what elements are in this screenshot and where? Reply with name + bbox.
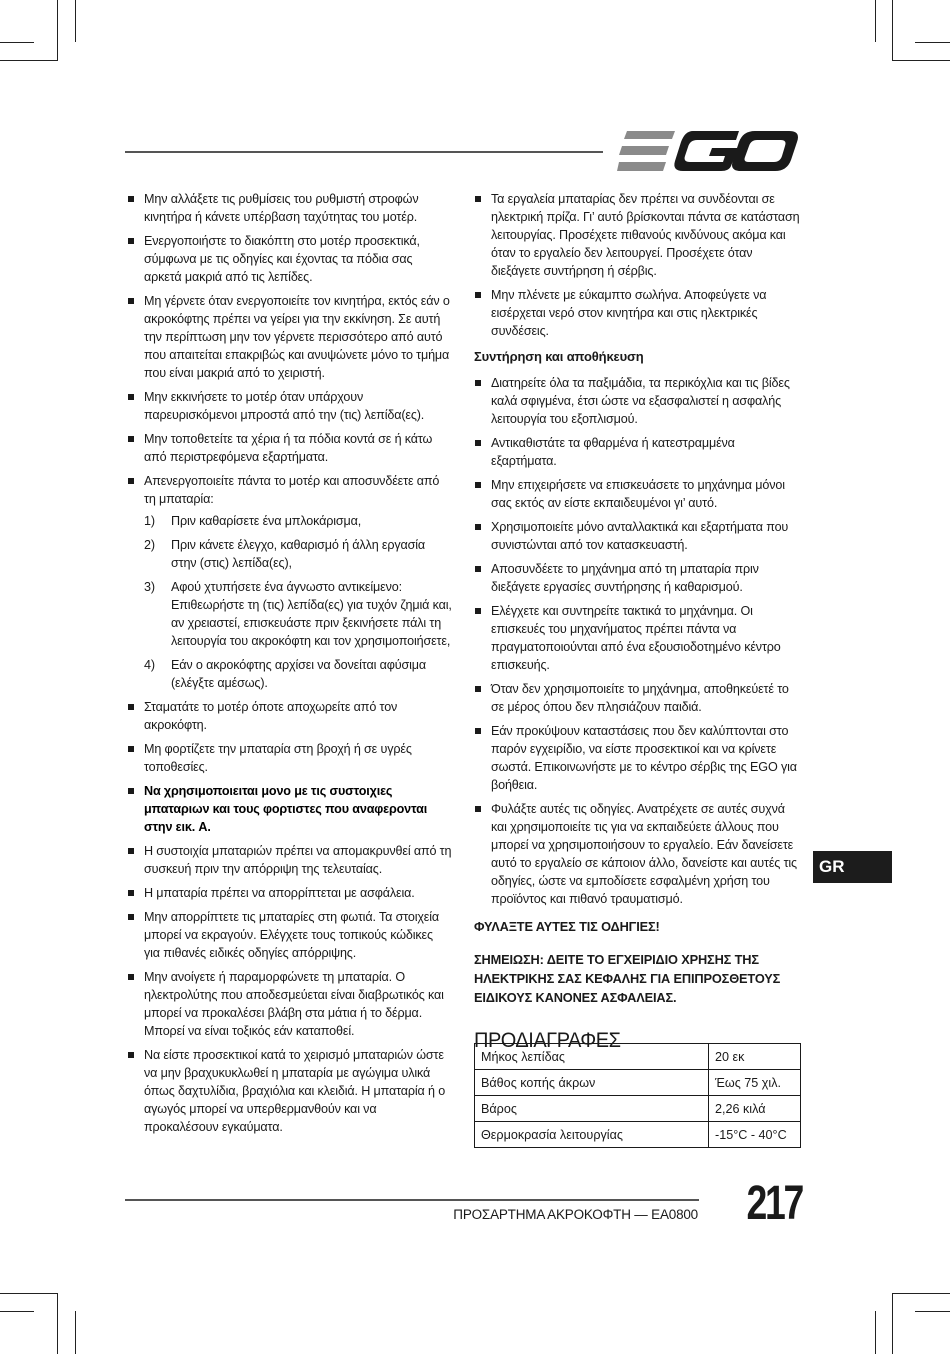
list-item-emphasized: Να χρησιμοποιειται μονο με τις συστοιχιες μπαταριων και τους φορτιστες που αναφερονται στην εικ. A. <box>127 782 452 836</box>
list-item: Η συστοιχία μπαταριών πρέπει να απομακρυνθεί από τη συσκευή πριν την απόρριψη της τελευταίας. <box>127 842 452 878</box>
list-item: Διατηρείτε όλα τα παξιμάδια, τα περικόχλια και τις βίδες καλά σφιγμένα, έτσι ώστε να εξασφαλιστεί η ασφαλής λειτουργία του εξοπλισμού. <box>474 374 802 428</box>
spec-value: Έως 75 χιλ. <box>709 1070 801 1096</box>
list-item: Εάν προκύψουν καταστάσεις που δεν καλύπτονται στο παρόν εγχειρίδιο, να είστε προσεκτικοί και να κρίνετε σωστά. Επικοινωνήστε με το κέντρο σέρβις της EGO για βοήθεια. <box>474 722 802 794</box>
spec-label: Θερμοκρασία λειτουργίας <box>475 1122 709 1148</box>
list-item: Μην εκκινήσετε το μοτέρ όταν υπάρχουν παρευρισκόμενοι μπροστά από την (τις) λεπίδα(ες). <box>127 388 452 424</box>
language-tab: GR <box>813 851 892 883</box>
item-number: 2) <box>144 538 155 552</box>
list-item: Όταν δεν χρησιμοποιείτε το μηχάνημα, αποθηκεύετέ το σε μέρος όπου δεν πλησιάζουν παιδιά. <box>474 680 802 716</box>
list-item: Μη γέρνετε όταν ενεργοποιείτε τον κινητήρα, εκτός εάν ο ακροκόφτης πρέπει να γείρει για την εκκίνηση. Σε αυτή την περίπτωση μην τον γέρνετε περισσότερο από αυτό που απαιτείται επακριβώς και ανυψώνετε μόνο το τμήμα που είναι μακριά από το χειριστή. <box>127 292 452 382</box>
note-text: ΣΗΜΕΙΩΣΗ: ΔΕΙΤΕ ΤΟ ΕΓΧΕΙΡΙΔΙΟ ΧΡΗΣΗΣ ΤΗΣ ΗΛΕΚΤΡΙΚΗΣ ΣΑΣ ΚΕΦΑΛΗΣ ΓΙΑ ΕΠΙΠΡΟΣΘΕΤΟΥΣ ΕΙΔΙΚΟΥΣ ΚΑΝΟΝΕΣ ΑΣΦΑΛΕΙΑΣ. <box>474 952 781 1005</box>
list-item: Χρησιμοποιείτε μόνο ανταλλακτικά και εξαρτήματα που συνιστώνται από τον κατασκευαστή. <box>474 518 802 554</box>
table-row <box>475 1070 801 1096</box>
item-text: Πριν καθαρίσετε ένα μπλοκάρισμα, <box>171 514 362 528</box>
header-rule <box>125 151 603 153</box>
list-item: Μην τοποθετείτε τα χέρια ή τα πόδια κοντά σε ή κάτω από περιστρεφόμενα εξαρτήματα. <box>127 430 452 466</box>
item-number: 1) <box>144 514 155 528</box>
list-item: Η μπαταρία πρέπει να απορρίπτεται με ασφάλεια. <box>127 884 452 902</box>
save-instructions-heading: ΦΥΛΑΞΤΕ ΑΥΤΕΣ ΤΙΣ ΟΔΗΓΙΕΣ! <box>474 919 660 934</box>
footer-rule <box>125 1199 699 1201</box>
spec-value: -15°C - 40°C <box>709 1122 801 1148</box>
maintenance-heading: Συντήρηση και αποθήκευση <box>474 349 644 364</box>
spec-label: Μήκος λεπίδας <box>475 1044 709 1070</box>
list-item: Σταματάτε το μοτέρ όποτε αποχωρείτε από τον ακροκόφτη. <box>127 698 452 734</box>
table-row <box>475 1044 801 1070</box>
page-number: 217 <box>746 1177 802 1230</box>
list-item: Μην πλένετε με εύκαμπτο σωλήνα. Αποφεύγετε να εισέρχεται νερό στον κινητήρα και στις ηλεκτρικές συνδέσεις. <box>474 286 802 340</box>
numbered-item <box>144 512 452 530</box>
item-number: 3) <box>144 580 155 594</box>
left-column <box>127 190 452 1142</box>
footer-title: ΠΡΟΣΑΡΤΗΜΑ ΑΚΡΟΚΟΦΤΗ — EA0800 <box>453 1207 698 1222</box>
list-item: Ελέγχετε και συντηρείτε τακτικά το μηχάνημα. Οι επισκευές του μηχανήματος πρέπει πάντα να πραγματοποιούνται από ένα εξουσιοδοτημένο κέντρο επισκευής. <box>474 602 802 674</box>
list-item: Μην απορρίπτετε τις μπαταρίες στη φωτιά. Τα στοιχεία μπορεί να εκραγούν. Ελέγχετε τους τοπικούς κώδικες για πιθανές ειδικές οδηγίες απόρριψης. <box>127 908 452 962</box>
list-item: Αποσυνδέετε το μηχάνημα από τη μπαταρία πριν διεξάγετε εργασίες συντήρησης ή καθαρισμού. <box>474 560 802 596</box>
list-item: Να είστε προσεκτικοί κατά το χειρισμό μπαταριών ώστε να μην βραχυκυκλωθεί η μπαταρία με αγώγιμα υλικά όπως δαχτυλίδια, βραχιόλια και κλειδιά. Η μπαταρία ή ο αγωγός μπορεί να υπερθερμανθούν και να προκαλέσουν εγκαύματα. <box>127 1046 452 1136</box>
table-row <box>475 1096 801 1122</box>
specifications-title: ΠΡΟΔΙΑΓΡΑΦΕΣ <box>474 1028 621 1053</box>
list-item: Τα εργαλεία μπαταρίας δεν πρέπει να συνδέονται σε ηλεκτρική πρίζα. Γι’ αυτό βρίσκονται πάντα σε κατάσταση λειτουργίας. Προσέχετε πιθανούς κινδύνους ακόμα και όταν το εργαλείο δεν λειτουργεί. Προσέχετε όταν διεξάγετε συντήρηση ή σέρβις. <box>474 190 802 280</box>
list-item: Ενεργοποιήστε το διακόπτη στο μοτέρ προσεκτικά, σύμφωνα με τις οδηγίες και έχοντας τα πόδια σας αρκετά μακριά από τις λεπίδες. <box>127 232 452 286</box>
numbered-item <box>144 536 452 572</box>
list-item: Μην αλλάξετε τις ρυθμίσεις του ρυθμιστή στροφών κινητήρα ή κάνετε υπέρβαση ταχύτητας του μοτέρ. <box>127 190 452 226</box>
list-item: Φυλάξτε αυτές τις οδηγίες. Ανατρέχετε σε αυτές συχνά και χρησιμοποιείτε τις για να εκπαιδεύετε άλλους που μπορεί να χρησιμοποιήσουν το εργαλείο. Εάν δανείσετε αυτό το εργαλείο σε κάποιον άλλο, δανείστε και αυτές τις οδηγίες, ώστε να εμποδίσετε εσφαλμένη χρήση του προϊόντος και πιθανό τραυματισμό. <box>474 800 802 908</box>
spec-value: 20 εκ <box>709 1044 801 1070</box>
list-item: Μη φορτίζετε την μπαταρία στη βροχή ή σε υγρές τοποθεσίες. <box>127 740 452 776</box>
item-number: 4) <box>144 658 155 672</box>
numbered-list <box>144 512 452 692</box>
item-text: Πριν κάνετε έλεγχο, καθαρισμό ή άλλη εργασία στην (στις) λεπίδα(ες), <box>171 538 426 570</box>
spec-label: Βάθος κοπής άκρων <box>475 1070 709 1096</box>
right-column <box>474 190 802 1053</box>
list-item-disconnect <box>127 472 452 692</box>
list-item: Μην ανοίγετε ή παραμορφώνετε τη μπαταρία. Ο ηλεκτρολύτης που αποδεσμεύεται είναι διαβρωτικός και μπορεί να προκαλέσει βλάβη στα μάτια ή το δέρμα. Μπορεί να είναι τοξικός εάν καταποθεί. <box>127 968 452 1040</box>
spec-value: 2,26 κιλά <box>709 1096 801 1122</box>
specifications-table <box>474 1043 801 1148</box>
numbered-item <box>144 578 452 650</box>
list-item: Μην επιχειρήσετε να επισκευάσετε το μηχάνημα μόνοι σας εκτός αν είστε εκπαιδευμένοι γι’ αυτό. <box>474 476 802 512</box>
item-text: Εάν ο ακροκόφτης αρχίσει να δονείται αφύσιμα (ελέγξτε αμέσως). <box>171 658 426 690</box>
list-item: Αντικαθιστάτε τα φθαρμένα ή κατεστραμμένα εξαρτήματα. <box>474 434 802 470</box>
list-item-text: Απενεργοποιείτε πάντα το μοτέρ και αποσυνδέετε από τη μπαταρία: <box>144 474 440 506</box>
spec-label: Βάρος <box>475 1096 709 1122</box>
ego-logo <box>617 131 799 176</box>
table-row <box>475 1122 801 1148</box>
numbered-item <box>144 656 452 692</box>
item-text: Αφού χτυπήσετε ένα άγνωστο αντικείμενο: Επιθεωρήστε τη (τις) λεπίδα(ες) για τυχόν ζημιά και, αν χρειαστεί, επισκευάστε πριν ξεκινήσετε πάλι τη λειτουργία του ακροκόφτη και τον χρησιμοποιήσετε, <box>171 580 452 648</box>
